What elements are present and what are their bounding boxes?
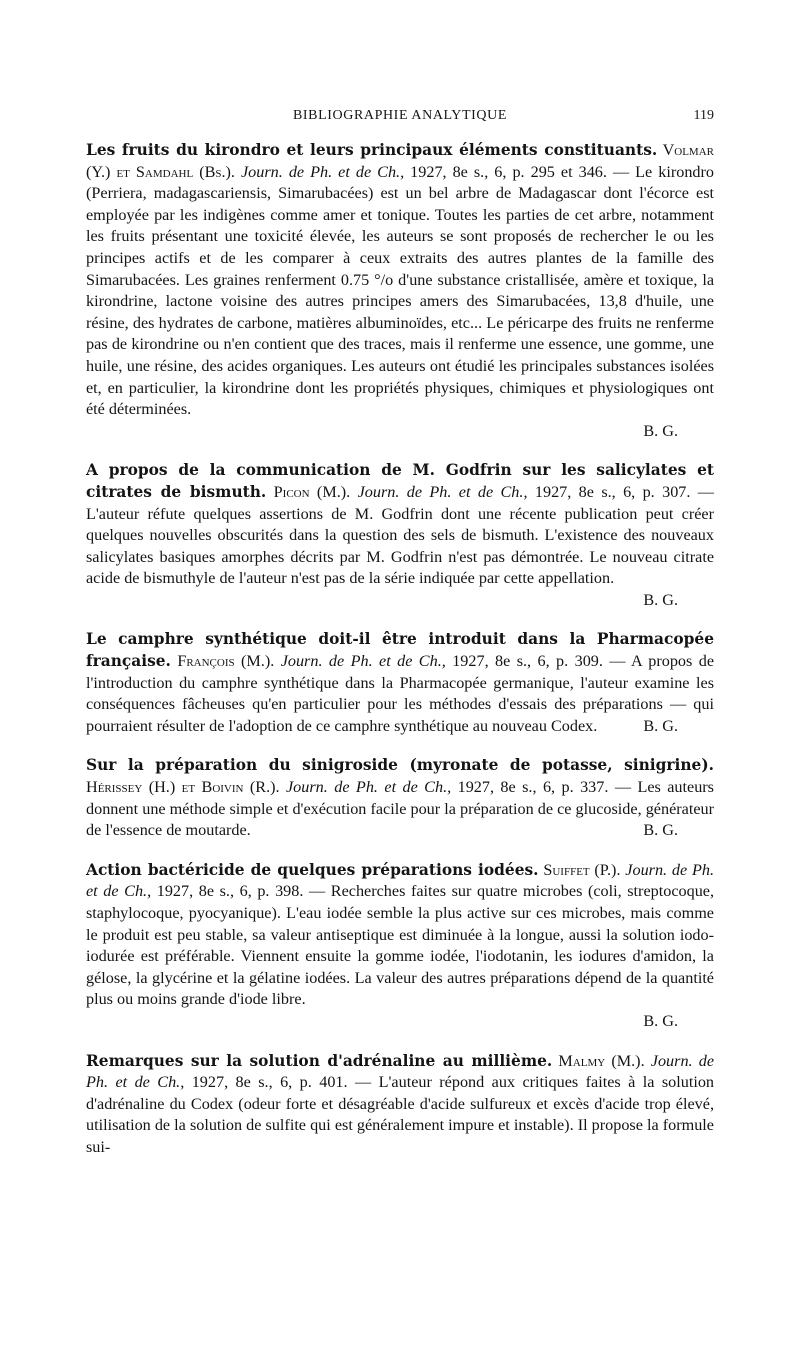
- entry-authors: François (M.).: [177, 652, 275, 671]
- entry-citation: 1927, 8e s., 6, p. 295 et 346. —: [410, 162, 630, 181]
- entry-title: Sur la préparation du sinigroside (myronate de potasse, sinigrine).: [86, 756, 714, 775]
- bibliography-entry: [86, 140, 714, 442]
- entry-title: A propos de la communication de M. Godfrin sur les salicylates et citrates de bismuth.: [86, 461, 714, 501]
- entry-authors: Volmar (Y.) et Samdahl (Bs.).: [86, 141, 714, 181]
- running-title: BIBLIOGRAPHIE ANALYTIQUE: [292, 108, 508, 123]
- entry-text: A propos de l'introduction du camphre synthétique dans la Pharmacopée germanique, l'auteur examine les conséquences fâcheuses qu'en particulier pour les méthodes d'essais des préparations — qui pourraient résulter de l'adoption de ce camphre synthétique au nouveau Codex.: [86, 652, 714, 735]
- entry-citation: 1927, 8e s., 6, p. 401. —: [191, 1073, 372, 1092]
- entry-citation: 1927, 8e s., 6, p. 398. —: [156, 882, 326, 901]
- entry-authors: Picon (M.).: [273, 482, 351, 501]
- entry-text: Recherches faites sur quatre microbes (coli, streptocoque, staphylocoque, pyocyanique). L'eau iodée semble la plus active sur ces microbes, mais comme le produit est peu stable, sa valeur antiseptique est diminuée à la longue, aussi la solution iodo-iodurée est préférable. Viennent ensuite la gomme iodée, l'iodotanin, les iodures d'amidon, la gélose, la glycérine et la gélatine iodées. La valeur des autres préparations dépend de la quantité plus ou moins grande d'iode libre.: [86, 882, 715, 1009]
- entry-title: Le camphre synthétique doit-il être introduit dans la Pharmacopée française.: [86, 630, 714, 671]
- bibliography-entry: [86, 755, 714, 841]
- entry-title: Remarques sur la solution d'adrénaline au millième.: [86, 1051, 553, 1070]
- entry-initials: B. G.: [643, 821, 678, 840]
- entry-title: Action bactéricide de quelques préparations iodées.: [86, 860, 539, 879]
- page-header: [86, 106, 714, 128]
- entry-journal: Journ. de Ph. et de Ch.,: [280, 652, 446, 671]
- entry-text: Le kirondro (Perriera, madagascariensis, Simarubacées) est un bel arbre de Madagascar dont l'écorce est employée par les indigènes comme amer et tonique. Toutes les parties de cet arbre, notamment les fruits présentant une toxicité élevée, les auteurs se sont proposés de rechercher le ou les principes actifs et de les comparer à ceux extraits des autres plantes de la famille des Simarubacées. Les graines renferment 0.75 °/o d'une substance cristallisée, amère et toxique, la kirondrine, lactone voisine des autres principes amers des Simarubacées, 13,8 d'huile, une résine, des hydrates de carbone, matières albuminoïdes, etc... Le péricarpe des fruits ne renferme pas de kirondrine ou n'en contient que des traces, mais il renferme une essence, une gomme, une huile, une résine, des acides organiques. Les auteurs ont étudié les principales substances isolées et, en particulier, la kirondrine dont les propriétés physiques, chimiques et physiologiques ont été déterminées.: [86, 162, 714, 419]
- entry-journal: Journ. de Ph. et de Ch.,: [241, 162, 405, 181]
- entry-initials: B. G.: [643, 590, 678, 609]
- bibliography-entry: [86, 629, 714, 737]
- entry-citation: 1927, 8e s., 6, p. 337. —: [457, 778, 632, 797]
- entry-authors: Malmy (M.).: [558, 1051, 645, 1070]
- entry-title: Les fruits du kirondro et leurs principaux éléments constituants.: [86, 141, 658, 159]
- entry-citation: 1927, 8e s., 6, p. 309. —: [452, 652, 626, 671]
- bibliography-entry: [86, 1051, 714, 1159]
- bibliography-entry: [86, 860, 714, 1033]
- entry-citation: 1927, 8e s., 6, p. 307. —: [534, 482, 714, 501]
- entry-journal: Journ. de Ph. et de Ch.,: [286, 778, 452, 797]
- bibliography-entries: [86, 140, 714, 1177]
- entry-initials: B. G.: [643, 716, 678, 735]
- entry-journal: Journ. de Ph. et de Ch.,: [86, 1051, 715, 1092]
- entry-text: L'auteur répond aux critiques faites à la solution d'adrénaline du Codex (odeur forte et désagréable d'acide sulfureux et excès d'acide trop élevé, utilisation de la solution de sulfite qui est généralement impure et instable). Il propose la formule sui-: [86, 1073, 715, 1156]
- page-number: 119: [693, 108, 714, 123]
- entry-journal: Journ. de Ph. et de Ch.,: [86, 860, 714, 901]
- entry-initials: B. G.: [643, 1011, 678, 1030]
- bibliography-entry: [86, 460, 714, 611]
- entry-text: Les auteurs donnent une méthode simple et d'exécution facile pour la préparation de ce glucoside, générateur de l'essence de moutarde.: [86, 778, 714, 840]
- entry-journal: Journ. de Ph. et de Ch.,: [357, 482, 528, 501]
- entry-authors: Hérissey (H.) et Boivin (R.).: [86, 778, 280, 797]
- entry-authors: Suiffet (P.).: [543, 860, 621, 879]
- entry-text: L'auteur réfute quelques assertions de M. Godfrin dont une récente publication peut créer quelques nouvelles obscurités dans la question des sels de bismuth. L'existence des nouveaux salicylates basiques amorphes décrits par M. Godfrin n'est pas démontrée. Le nouveau citrate acide de bismuthyle de l'auteur n'est pas de la série indiquée par cette appellation.: [86, 504, 714, 588]
- entry-initials: B. G.: [643, 421, 678, 440]
